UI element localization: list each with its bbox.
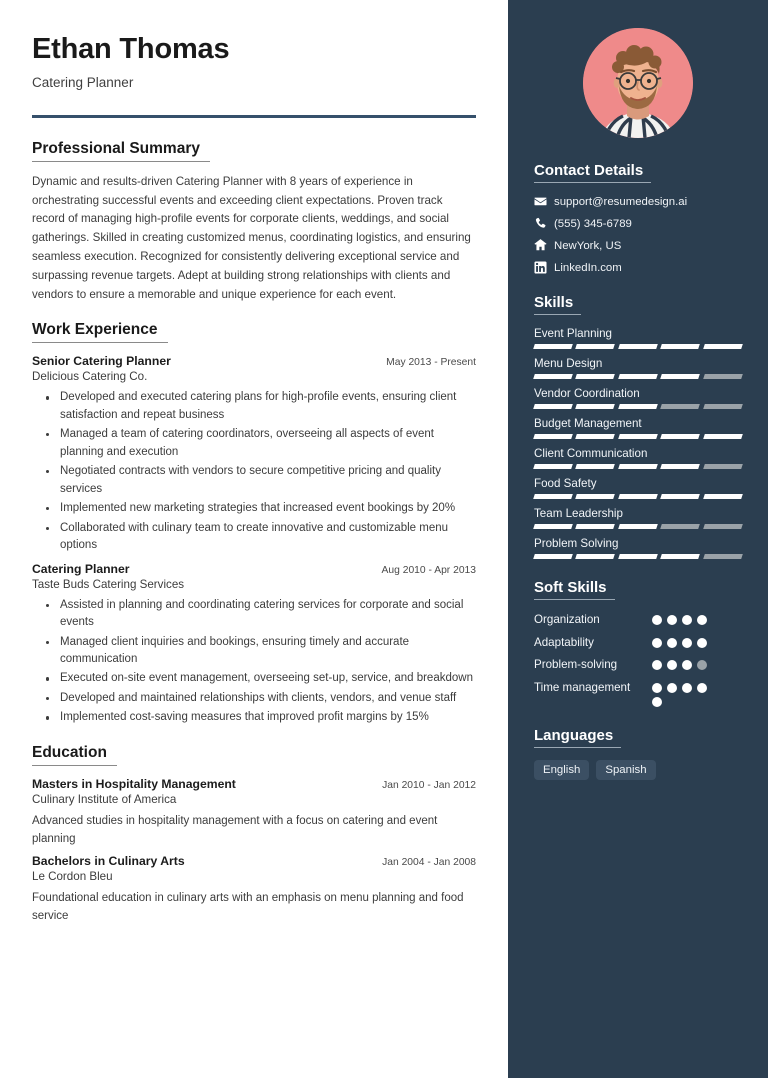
skill-bar-segment	[533, 374, 573, 379]
soft-skill-item	[534, 680, 742, 707]
skill-item	[534, 537, 742, 559]
skill-label: Budget Management	[534, 417, 642, 430]
skill-bar	[534, 524, 742, 529]
job-bullet: Negotiated contracts with vendors to secure competitive pricing and quality services	[58, 463, 476, 498]
skill-bar	[534, 374, 742, 379]
skill-bar-segment	[533, 554, 573, 559]
skill-bar-segment	[576, 404, 616, 409]
page-title: Ethan Thomas	[32, 33, 230, 65]
skill-bar-segment	[703, 554, 743, 559]
school-name: Le Cordon Bleu	[32, 870, 113, 884]
skill-bar-segment	[660, 344, 700, 349]
skill-bar-segment	[533, 524, 573, 529]
skill-bar-segment	[533, 434, 573, 439]
soft-skill-label: Organization	[534, 613, 600, 626]
skill-bar-segment	[618, 374, 658, 379]
name-block	[32, 34, 476, 90]
skill-bar-segment	[533, 464, 573, 469]
education-list	[32, 777, 476, 926]
language-tag: English	[534, 760, 589, 780]
work-item	[32, 562, 476, 727]
skill-bar-segment	[660, 494, 700, 499]
section-education	[32, 744, 476, 926]
soft-skills-list	[534, 612, 742, 707]
job-bullet: Developed and executed catering plans for high-profile events, ensuring client satisfaction and repeat business	[58, 389, 476, 424]
section-work-experience	[32, 321, 476, 727]
skill-bar-segment	[618, 554, 658, 559]
job-bullet: Implemented cost-saving measures that improved profit margins by 15%	[58, 709, 476, 726]
skill-item	[534, 357, 742, 379]
phone-icon	[534, 217, 554, 230]
skill-bar-segment	[660, 464, 700, 469]
work-item-header	[32, 354, 476, 368]
section-heading-skills: Skills	[534, 294, 581, 315]
skill-bar-segment	[576, 524, 616, 529]
soft-skill-item	[534, 657, 742, 673]
skill-item	[534, 417, 742, 439]
skill-bar-segment	[618, 494, 658, 499]
skill-bar-segment	[576, 374, 616, 379]
skill-bar-segment	[703, 494, 743, 499]
job-dates: Aug 2010 - Apr 2013	[381, 564, 476, 576]
skill-bar-segment	[660, 404, 700, 409]
skill-item	[534, 477, 742, 499]
job-bullet: Developed and maintained relationships with clients, vendors, and venue staff	[58, 690, 476, 707]
contact-value: NewYork, US	[554, 239, 622, 252]
skill-label: Client Communication	[534, 447, 648, 460]
skill-bar-segment	[703, 464, 743, 469]
skill-label: Team Leadership	[534, 507, 623, 520]
skill-item	[534, 387, 742, 409]
job-title: Catering Planner	[32, 561, 130, 576]
section-heading-soft-skills: Soft Skills	[534, 579, 615, 600]
section-heading-summary: Professional Summary	[32, 140, 210, 162]
education-dates: Jan 2010 - Jan 2012	[382, 779, 476, 791]
soft-skill-dot	[652, 660, 662, 670]
soft-skill-dots	[652, 612, 716, 625]
skill-bar-segment	[533, 494, 573, 499]
job-bullet: Implemented new marketing strategies that increased event bookings by 20%	[58, 500, 476, 517]
education-item-header	[32, 777, 476, 791]
soft-skill-dots	[652, 657, 716, 670]
contact-row[interactable]	[534, 239, 742, 252]
job-dates: May 2013 - Present	[386, 357, 476, 369]
soft-skill-dot	[697, 615, 707, 625]
avatar-wrap	[534, 28, 742, 138]
skill-bar	[534, 554, 742, 559]
skill-bar-segment	[703, 344, 743, 349]
work-item-header	[32, 562, 476, 576]
contact-row[interactable]	[534, 217, 742, 230]
skill-bar-segment	[703, 374, 743, 379]
skill-bar-segment	[576, 434, 616, 439]
skill-bar-segment	[618, 344, 658, 349]
home-icon	[534, 239, 554, 252]
language-tag-list	[534, 760, 742, 780]
education-dates: Jan 2004 - Jan 2008	[382, 857, 476, 869]
section-professional-summary	[32, 140, 476, 304]
job-bullet: Executed on-site event management, overseeing set-up, service, and breakdown	[58, 670, 476, 687]
soft-skill-dot	[652, 615, 662, 625]
job-title: Senior Catering Planner	[32, 354, 171, 369]
education-item	[32, 777, 476, 849]
soft-skill-dot	[667, 615, 677, 625]
soft-skill-dot	[652, 697, 662, 707]
education-item	[32, 854, 476, 926]
contact-row[interactable]	[534, 261, 742, 274]
soft-skill-dot	[682, 615, 692, 625]
skill-bar-segment	[703, 404, 743, 409]
contact-value: LinkedIn.com	[554, 261, 622, 274]
skills-list	[534, 327, 742, 559]
skill-bar-segment	[660, 434, 700, 439]
section-heading-work: Work Experience	[32, 321, 168, 343]
avatar	[583, 28, 693, 138]
soft-skill-dot	[667, 683, 677, 693]
section-skills	[534, 294, 742, 559]
skill-bar-segment	[660, 374, 700, 379]
section-heading-contact: Contact Details	[534, 162, 651, 183]
education-item-header	[32, 854, 476, 868]
soft-skill-dot	[682, 638, 692, 648]
skill-bar-segment	[618, 464, 658, 469]
school-name: Culinary Institute of America	[32, 792, 177, 806]
skill-bar-segment	[703, 524, 743, 529]
skill-bar-segment	[576, 554, 616, 559]
skill-bar	[534, 404, 742, 409]
skill-label: Menu Design	[534, 357, 603, 370]
skill-bar-segment	[618, 434, 658, 439]
soft-skill-label: Adaptability	[534, 635, 594, 649]
job-bullet: Collaborated with culinary team to create innovative and customizable menu options	[58, 520, 476, 555]
skill-bar-segment	[576, 464, 616, 469]
section-soft-skills	[534, 579, 742, 707]
skill-bar-segment	[703, 434, 743, 439]
sidebar	[508, 0, 768, 1078]
skill-label: Problem Solving	[534, 537, 619, 550]
soft-skill-label: Time management	[534, 680, 631, 694]
skill-bar-segment	[660, 524, 700, 529]
skill-bar	[534, 464, 742, 469]
job-role-subtitle: Catering Planner	[32, 74, 134, 90]
job-organization: Taste Buds Catering Services	[32, 577, 185, 591]
contact-row[interactable]	[534, 195, 742, 208]
work-item	[32, 354, 476, 554]
job-bullet: Managed client inquiries and bookings, ensuring timely and accurate communication	[58, 634, 476, 669]
section-contact-details	[534, 162, 742, 274]
job-bullet-list	[32, 389, 476, 554]
skill-bar	[534, 494, 742, 499]
skill-label: Food Safety	[534, 477, 597, 490]
skill-bar-segment	[533, 404, 573, 409]
education-description: Advanced studies in hospitality management with a focus on catering and event planning	[32, 814, 438, 845]
soft-skill-label: Problem-solving	[534, 658, 618, 672]
skill-bar	[534, 344, 742, 349]
contact-list	[534, 195, 742, 274]
skill-label: Event Planning	[534, 327, 612, 340]
header-divider	[32, 115, 476, 118]
soft-skill-dot	[667, 660, 677, 670]
soft-skill-dot	[697, 638, 707, 648]
contact-value: support@resumedesign.ai	[554, 195, 688, 208]
skill-label: Vendor Coordination	[534, 387, 640, 400]
soft-skill-dot	[652, 638, 662, 648]
soft-skill-item	[534, 612, 742, 628]
job-organization: Delicious Catering Co.	[32, 370, 148, 384]
section-heading-languages: Languages	[534, 727, 621, 748]
section-heading-education: Education	[32, 744, 117, 766]
skill-bar-segment	[660, 554, 700, 559]
skill-item	[534, 327, 742, 349]
soft-skill-item	[534, 635, 742, 651]
soft-skill-dots	[652, 680, 716, 707]
soft-skill-dot	[667, 638, 677, 648]
avatar-illustration	[583, 28, 693, 138]
skill-bar	[534, 434, 742, 439]
skill-bar-segment	[576, 494, 616, 499]
soft-skill-dot	[697, 660, 707, 670]
skill-bar-segment	[618, 404, 658, 409]
job-bullet-list	[32, 597, 476, 727]
education-description: Foundational education in culinary arts with an emphasis on menu planning and food service	[32, 892, 464, 923]
skill-bar-segment	[618, 524, 658, 529]
summary-text: Dynamic and results-driven Catering Planner with 8 years of experience in orchestrating successful events and exceeding client expectations. Proven track record of managing high-profile events for corporate clients, weddings, and social gatherings. Skilled in creating customized menus, coordinating logistics, and ensuring seamless execution. Recognized for consistently delivering exceptional service and surpassing revenue targets. Adept at building strong relationships with clients and vendors to ensure a memorable and unique experience for each event.	[32, 174, 471, 301]
job-bullet: Assisted in planning and coordinating catering services for corporate and social events	[58, 597, 476, 632]
degree-title: Bachelors in Culinary Arts	[32, 854, 185, 869]
skill-item	[534, 507, 742, 529]
linkedin-icon	[534, 261, 554, 274]
language-tag: Spanish	[596, 760, 655, 780]
soft-skill-dots	[652, 635, 716, 648]
skill-item	[534, 447, 742, 469]
skill-bar-segment	[576, 344, 616, 349]
work-list	[32, 354, 476, 727]
soft-skill-dot	[697, 683, 707, 693]
soft-skill-dot	[682, 683, 692, 693]
section-languages	[534, 727, 742, 780]
skill-bar-segment	[533, 344, 573, 349]
contact-value: (555) 345-6789	[554, 217, 632, 230]
soft-skill-dot	[682, 660, 692, 670]
envelope-icon	[534, 195, 554, 208]
job-bullet: Managed a team of catering coordinators, overseeing all aspects of event planning and execution	[58, 426, 476, 461]
degree-title: Masters in Hospitality Management	[32, 776, 236, 791]
soft-skill-dot	[652, 683, 662, 693]
